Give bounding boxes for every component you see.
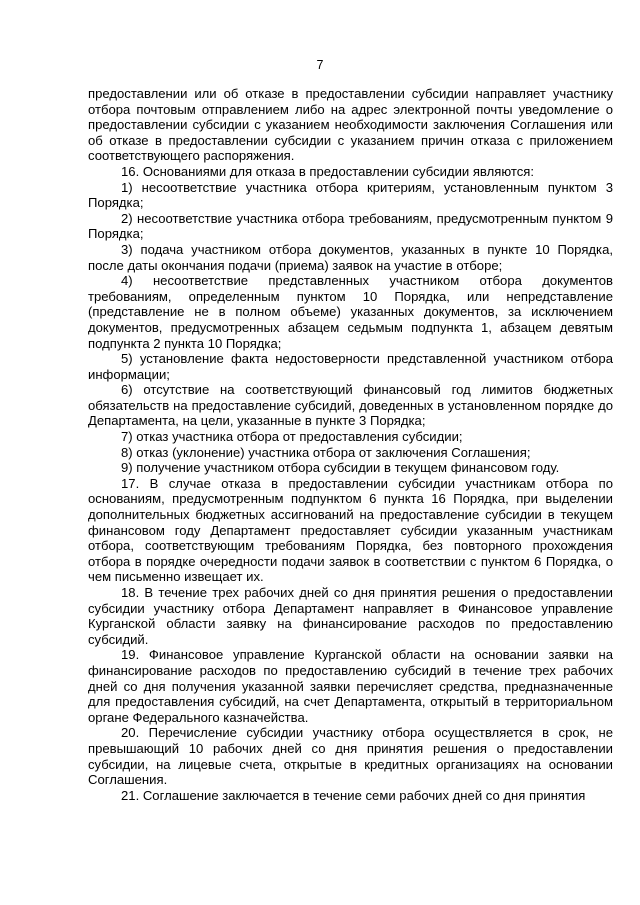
list-item-16-3: 3) подача участником отбора документов, указанных в пункте 10 Порядка, после даты окончания подачи (приема) заявок на участие в отборе; [88, 241, 613, 273]
paragraph-16-heading: 16. Основаниями для отказа в предоставлении субсидии являются: [121, 163, 534, 179]
paragraph-21: 21. Соглашение заключается в течение семи рабочих дней со дня принятия [121, 787, 586, 803]
page-number: 7 [316, 58, 324, 72]
list-item-16-4: 4) несоответствие представленных участником отбора документов требованиям, определенным пунктом 10 Порядка, или непредставление (представление не в полном объеме) указанных документов, за исключением документов, предусмотренных абзацем седьмым подпункта 1, абзацем девятым подпункта 2 пункта 10 Порядка; [88, 273, 613, 351]
paragraph-continuation: предоставлении или об отказе в предоставлении субсидии направляет участнику отбора почтовым отправлением либо на адрес электронной почты уведомление о предоставлении субсидии с указанием необходимости заключения Соглашения или об отказе в предоставлении субсидии с указанием причин отказа с приложением соответствующего распоряжения. [88, 86, 613, 164]
list-item-16-1: 1) несоответствие участника отбора критериям, установленным пунктом 3 Порядка; [88, 179, 613, 211]
list-item-16-6: 6) отсутствие на соответствующий финансовый год лимитов бюджетных обязательств на предоставление субсидий, доведенных в установленном порядке до Департамента, на цели, указанные в пункте 3 Порядка; [88, 382, 613, 429]
document-body [88, 86, 613, 803]
list-item-16-2: 2) несоответствие участника отбора требованиям, предусмотренным пунктом 9 Порядка; [88, 210, 613, 242]
paragraph-19: 19. Финансовое управление Курганской области на основании заявки на финансирование расходов по предоставлению субсидий в течение трех рабочих дней со дня получения указанной заявки перечисляет средства, предназначенные для предоставления субсидий, на счет Департамента, открытый в территориальном органе Федерального казначейства. [88, 647, 613, 725]
list-item-16-8: 8) отказ (уклонение) участника отбора от заключения Соглашения; [121, 444, 531, 460]
paragraph-17: 17. В случае отказа в предоставлении субсидии участникам отбора по основаниям, предусмотренным подпунктом 6 пункта 16 Порядка, при выделении дополнительных бюджетных ассигнований на предоставление субсидии в текущем финансовом году Департамент предоставляет субсидии указанным участникам отбора, соответствующим требованиям Порядка, без повторного прохождения отбора в порядке очередности подачи заявок в соответствии с пунктом 6 Порядка, о чем письменно извещает их. [88, 475, 613, 585]
paragraph-18: 18. В течение трех рабочих дней со дня принятия решения о предоставлении субсидии участнику отбора Департамент направляет в Финансовое управление Курганской области заявку на финансирование расходов по предоставлению субсидий. [88, 585, 613, 647]
list-item-16-5: 5) установление факта недостоверности представленной участником отбора информации; [88, 351, 613, 382]
paragraph-20: 20. Перечисление субсидии участнику отбора осуществляется в срок, не превышающий 10 рабочих дней со дня принятия решения о предоставлении субсидии, на лицевые счета, открытые в кредитных организациях на основании Соглашения. [88, 725, 613, 788]
list-item-16-9: 9) получение участником отбора субсидии в текущем финансовом году. [121, 460, 560, 476]
list-item-16-7: 7) отказ участника отбора от предоставления субсидии; [121, 429, 463, 445]
